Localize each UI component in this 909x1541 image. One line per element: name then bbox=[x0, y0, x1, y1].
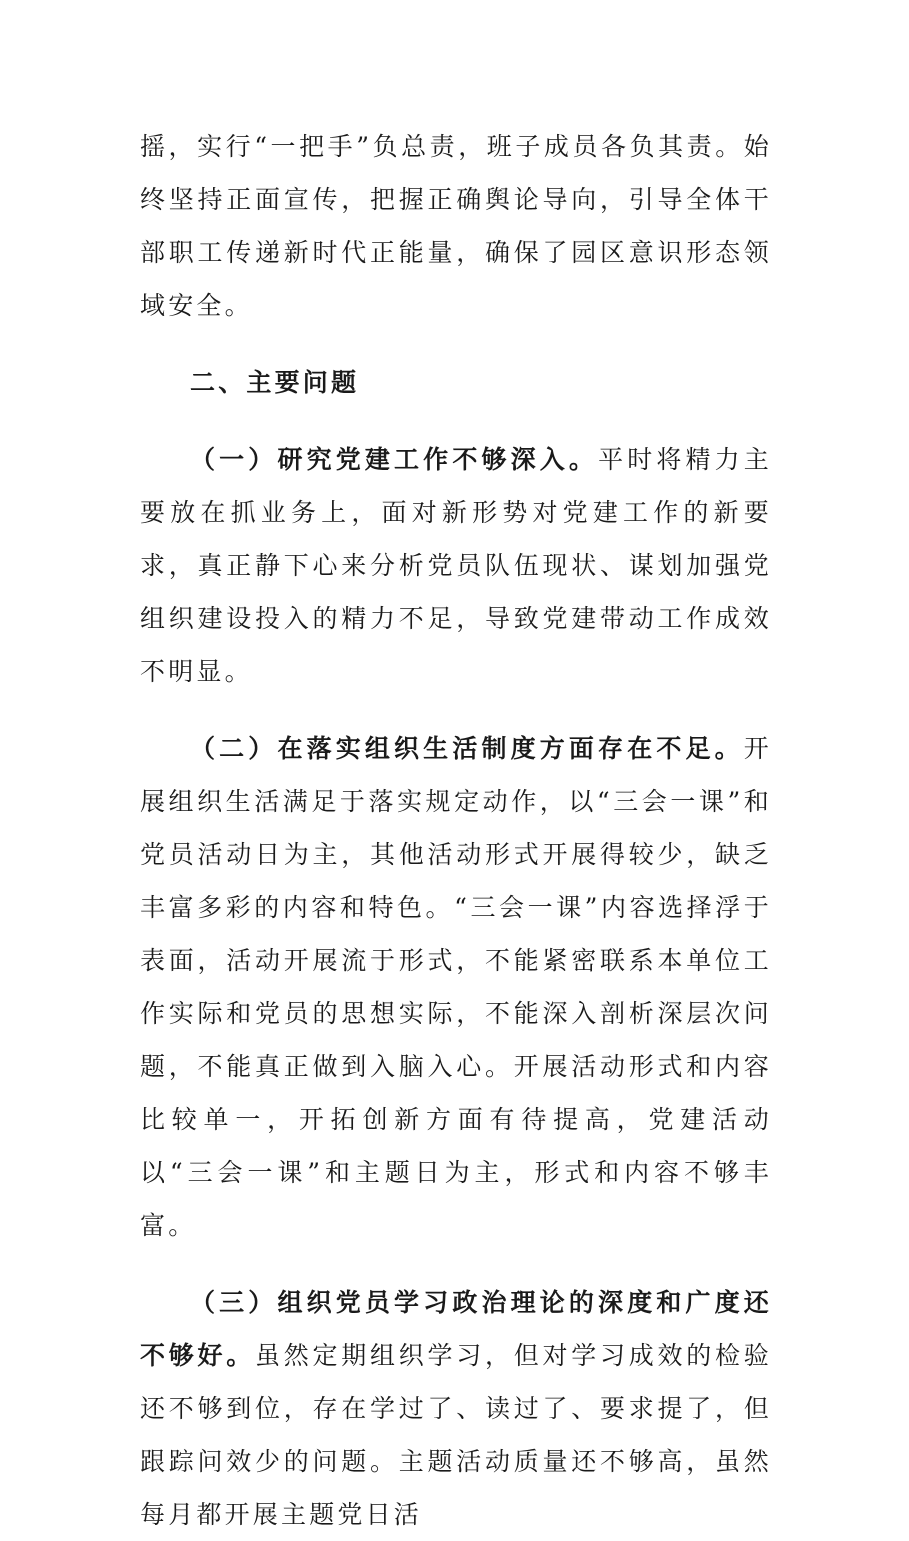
section-heading bbox=[140, 356, 772, 409]
issue-paragraph-3 bbox=[140, 1276, 772, 1541]
issue-body-2: 开展组织生活满足于落实规定动作，以“三会一课”和党员活动日为主，其他活动形式开展得较少，缺乏丰富多彩的内容和特色。“三会一课”内容选择浮于表面，活动开展流于形式，不能紧密联系本单位工作实际和党员的思想实际，不能深入剖析深层次问题，不能真正做到入脑入心。开展活动形式和内容比较单一，开拓创新方面有待提高，党建活动以“三会一课”和主题日为主，形式和内容不够丰富。 bbox=[140, 734, 772, 1240]
section-heading-text: 二、主要问题 bbox=[190, 368, 360, 397]
document-body bbox=[140, 120, 772, 1541]
issue-paragraph-1 bbox=[140, 433, 772, 698]
issue-body-3: 虽然定期组织学习，但对学习成效的检验还不够到位，存在学过了、读过了、要求提了，但跟踪问效少的问题。主题活动质量还不够高，虽然每月都开展主题党日活 bbox=[140, 1341, 772, 1529]
issue-body-1: 平时将精力主要放在抓业务上，面对新形势对党建工作的新要求，真正静下心来分析党员队伍现状、谋划加强党组织建设投入的精力不足，导致党建带动工作成效不明显。 bbox=[140, 445, 772, 686]
issue-paragraph-2 bbox=[140, 722, 772, 1252]
issue-lead-1: （一）研究党建工作不够深入。 bbox=[190, 445, 599, 474]
continued-paragraph-text: 摇，实行“一把手”负总责，班子成员各负其责。始终坚持正面宣传，把握正确舆论导向，引导全体干部职工传递新时代正能量，确保了园区意识形态领域安全。 bbox=[140, 132, 772, 320]
issue-lead-2: （二）在落实组织生活制度方面存在不足。 bbox=[190, 734, 744, 763]
continued-paragraph bbox=[140, 120, 772, 332]
issue-lead-3: （三）组织党员学习政治理论的深度和广度还不够好。 bbox=[140, 1288, 772, 1370]
